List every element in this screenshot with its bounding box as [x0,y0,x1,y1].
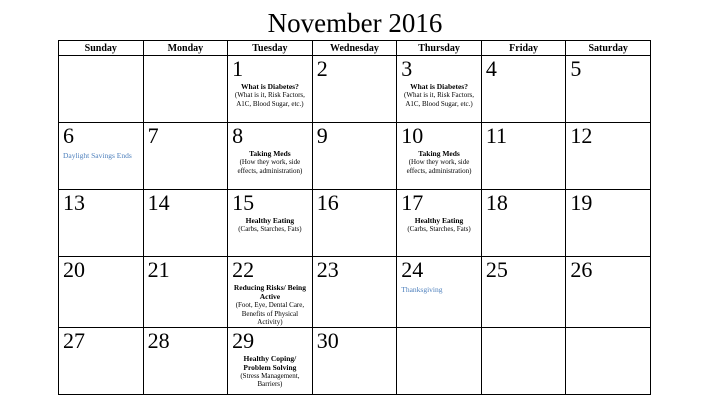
day-number: 27 [63,327,85,353]
day-number: 24 [401,257,424,282]
day-number: 28 [147,327,170,353]
weekday-header: Tuesday [228,41,313,56]
event-title: Reducing Risks/ Being Active [233,283,306,301]
day-number: 22 [232,257,255,282]
day-cell [143,123,228,190]
day-cell [566,56,651,123]
day-cell [143,190,228,257]
day-cell [228,123,313,190]
day-number: 23 [316,257,339,282]
day-number: 1 [232,56,244,81]
weekday-header-row [59,41,651,56]
event-description: (How they work, side effects, administration) [237,158,303,175]
empty-day-cell [143,56,228,123]
day-number: 6 [63,123,74,148]
day-number: 11 [485,123,507,148]
day-number: 20 [63,257,85,282]
weekday-header: Monday [143,41,228,56]
event-title: Healthy Eating [414,216,464,225]
event-description: (Foot, Eye, Dental Care, Benefits of Physical Activity) [235,301,305,326]
day-number: 16 [316,190,339,215]
day-cell [481,257,566,328]
day-cell [566,190,651,257]
day-cell [566,257,651,328]
day-cell [228,257,313,328]
weekday-header: Friday [481,41,566,56]
empty-day-cell [397,327,482,394]
day-cell [59,123,144,190]
day-number: 5 [570,56,582,81]
empty-day-cell [59,56,144,123]
week-row [59,123,651,190]
day-number: 9 [316,123,328,148]
empty-day-cell [566,327,651,394]
week-row [59,327,651,394]
week-row [59,257,651,328]
weekday-header: Wednesday [312,41,397,56]
day-number: 3 [401,56,413,81]
day-number: 8 [232,123,244,148]
day-number: 15 [232,190,255,215]
day-cell [143,327,228,394]
day-cell [59,327,144,394]
day-cell [228,327,313,394]
calendar-title: November 2016 [267,8,443,38]
day-number: 30 [316,327,339,353]
day-cell [312,123,397,190]
day-number: 4 [485,56,497,81]
weekday-header: Sunday [59,41,144,56]
event-title: Taking Meds [249,149,291,158]
day-cell [312,327,397,394]
event-title: Taking Meds [418,149,460,158]
day-cell [59,257,144,328]
day-cell [312,257,397,328]
event-title: What is Diabetes? [240,82,299,91]
month-calendar [58,40,651,395]
day-cell [566,123,651,190]
holiday-note: Thanksgiving [401,285,443,294]
day-number: 19 [570,190,593,215]
event-description: (Carbs, Starches, Fats) [407,225,471,233]
week-row [59,56,651,123]
day-cell [312,56,397,123]
day-cell [481,190,566,257]
day-cell [59,190,144,257]
day-number: 13 [63,190,85,215]
event-title: What is Diabetes? [410,82,468,91]
day-cell [228,56,313,123]
day-cell [397,56,482,123]
day-cell [397,190,482,257]
day-number: 10 [401,123,424,148]
event-description: (Stress Management, Barriers) [240,371,300,388]
holiday-note: Daylight Savings Ends [63,151,132,160]
event-title: Healthy Coping/ Problem Solving [243,353,297,372]
day-number: 14 [147,190,170,215]
day-cell [312,190,397,257]
day-number: 18 [485,190,508,215]
empty-day-cell [481,327,566,394]
day-cell [143,257,228,328]
weekday-header: Thursday [397,41,482,56]
day-number: 21 [147,257,170,282]
day-cell [397,123,482,190]
weekday-header: Saturday [566,41,651,56]
day-cell [228,190,313,257]
day-number: 29 [232,327,255,353]
day-cell [481,123,566,190]
event-title: Healthy Eating [245,216,295,225]
event-description: (How they work, side effects, administration) [406,158,472,175]
day-cell [397,257,482,328]
day-number: 12 [570,123,593,148]
day-cell [481,56,566,123]
day-number: 26 [570,257,593,282]
event-description: (Carbs, Starches, Fats) [238,225,302,233]
event-description: (What is it, Risk Factors, A1C, Blood Sugar, etc.) [234,91,305,108]
event-description: (What is it, Risk Factors, A1C, Blood Sugar, etc.) [404,91,475,108]
week-row [59,190,651,257]
day-number: 17 [401,190,424,215]
day-number: 25 [485,257,508,282]
day-number: 7 [147,123,159,148]
day-number: 2 [316,56,328,81]
